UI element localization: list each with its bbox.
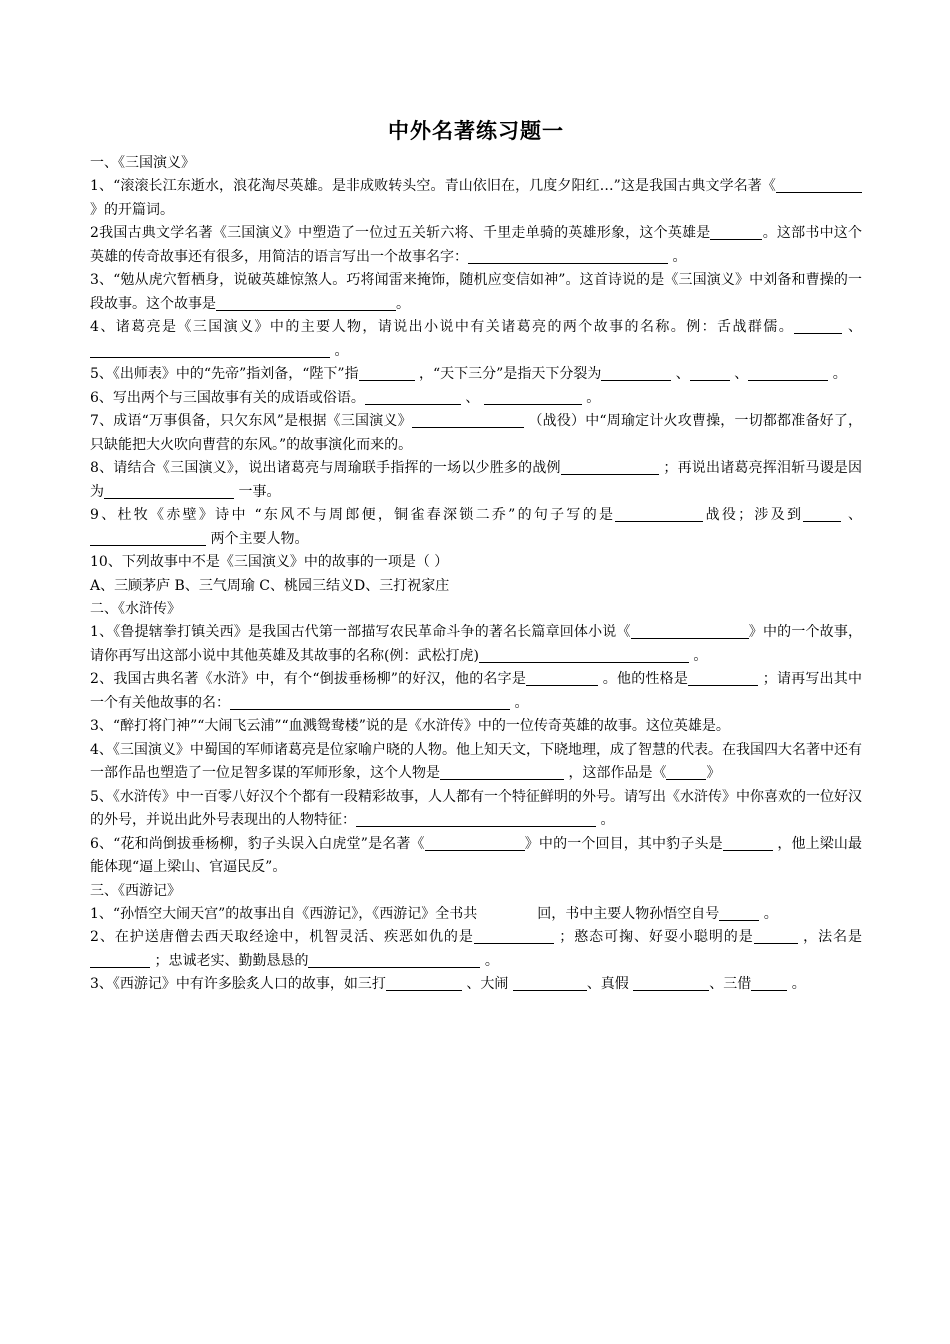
answer-blank[interactable] — [561, 458, 659, 475]
question-s3-1: 1、“孙悟空大闹天宫”的故事出自《西游记》，《西游记》全书共 回，书中主要人物孙悟空自号 。 — [90, 905, 778, 922]
answer-blank[interactable] — [688, 669, 758, 686]
answer-blank[interactable] — [425, 834, 525, 851]
answer-blank[interactable] — [474, 927, 554, 944]
question-s2-6: 6、“花和尚倒拔垂杨柳，豹子头误入白虎堂”是名著《 》中的一个回目，其中豹子头是 ，他上梁山最能体现“逼上梁山、官逼民反”。 — [90, 835, 862, 875]
question-s2-5: 5、《水浒传》中一百零八好汉个个都有一段精彩故事，人人都有一个特征鲜明的外号。请写出《水浒传》中你喜欢的一位好汉的外号，并说出此外号表现出的人物特征： 。 — [90, 788, 862, 828]
answer-blank[interactable] — [479, 646, 689, 663]
answer-blank[interactable] — [794, 317, 842, 334]
answer-blank[interactable] — [308, 951, 480, 968]
answer-blank[interactable] — [216, 294, 396, 311]
answer-blank[interactable] — [356, 810, 596, 827]
answer-blank[interactable] — [633, 974, 709, 991]
answer-blank[interactable] — [601, 364, 671, 381]
question-s1-1: 1、“滚滚长江东逝水，浪花淘尽英雄。是非成败转头空。青山依旧在，几度夕阳红…”这是我国古典文学名著《》的开篇词。 — [90, 175, 862, 222]
question-s2-2: 2、我国古典名著《水浒》中，有个“倒拔垂杨柳”的好汉，他的名字是 。他的性格是 ；请再写出其中一个有关他故事的名： 。 — [90, 671, 863, 711]
section-heading-xiyou: 三、《西游记》 — [90, 882, 181, 899]
question-s1-10-options: A、三顾茅庐 B、三气周瑜 C、桃园三结义D、三打祝家庄 — [90, 577, 450, 594]
question-s1-2: 2我国古典文学名著《三国演义》中塑造了一位过五关斩六将、千里走单骑的英雄形象，这个英雄是 。这部书中这个英雄的传奇故事还有很多，用简洁的语言写出一个故事名字： 。 — [90, 225, 863, 265]
question-s1-8: 8、请结合《三国演义》，说出诸葛亮与周瑜联手指挥的一场以少胜多的战例 ；再说出诸葛亮挥泪斩马谡是因为 一事。 — [90, 460, 863, 500]
answer-blank[interactable] — [359, 364, 415, 381]
answer-blank[interactable] — [468, 247, 668, 264]
question-s1-5: 5、《出师表》中的“先帝”指刘备，“陛下”指 ，“天下三分”是指天下分裂为 、 、 。 — [90, 366, 847, 382]
question-s1-10: 10、下列故事中不是《三国演义》中的故事的一项是（ ） — [90, 554, 449, 570]
question-s3-3: 3、《西游记》中有许多脍炙人口的故事，如三打 、大闹 、真假 、三借 。 — [90, 976, 806, 992]
question-s1-6: 6、写出两个与三国故事有关的成语或俗语。 、 。 — [90, 389, 601, 406]
answer-blank[interactable] — [666, 763, 706, 780]
answer-blank[interactable] — [90, 951, 150, 968]
answer-blank[interactable] — [365, 388, 461, 405]
question-s3-2: 2、在护送唐僧去西天取经途中，机智灵活、疾恶如仇的是 ；憨态可掬、好耍小聪明的是 ，法名是 ；忠诚老实、勤勤恳恳的 。 — [90, 929, 863, 969]
answer-blank[interactable] — [710, 223, 762, 240]
answer-blank[interactable] — [230, 693, 510, 710]
answer-blank[interactable] — [690, 364, 730, 381]
answer-blank[interactable] — [754, 927, 798, 944]
answer-blank[interactable] — [412, 411, 524, 428]
section-heading-shuihu: 二、《水浒传》 — [90, 601, 181, 617]
answer-blank[interactable] — [631, 622, 749, 639]
answer-blank[interactable] — [526, 669, 598, 686]
answer-blank[interactable] — [513, 974, 587, 991]
question-s1-4: 4、诸葛亮是《三国演义》中的主要人物，请说出小说中有关诸葛亮的两个故事的名称。例：舌战群儒。 、 。 — [90, 319, 863, 359]
question-s1-3: 3、“勉从虎穴暂栖身，说破英雄惊煞人。巧将闻雷来掩饰，随机应变信如神”。这首诗说的是《三国演义》中刘备和曹操的一段故事。这个故事是 。 — [90, 272, 862, 312]
answer-blank[interactable] — [751, 974, 787, 991]
question-s2-3: 3、“醉打将门神”“大闹飞云浦”“血溅鸳鸯楼”说的是《水浒传》中的一位传奇英雄的故事。这位英雄是。 — [90, 718, 730, 734]
question-s1-9: 9、杜牧《赤壁》诗中 “东风不与周郎便，铜雀春深锁二乔”的句子写的是 战役；涉及到 、 两个主要人物。 — [90, 507, 863, 547]
worksheet — [90, 118, 862, 997]
question-s2-1: 1、《鲁提辖拳打镇关西》是我国古代第一部描写农民革命斗争的著名长篇章回体小说《 》中的一个故事，请你再写出这部小说中其他英雄及其故事的名称(例：武松打虎) 。 — [90, 624, 863, 664]
answer-blank[interactable] — [90, 529, 206, 546]
answer-blank[interactable] — [90, 341, 330, 358]
section-heading-sanguo: 一、《三国演义》 — [90, 155, 195, 171]
answer-blank[interactable] — [776, 176, 862, 193]
answer-blank[interactable] — [723, 834, 773, 851]
answer-blank[interactable] — [803, 505, 841, 522]
answer-blank[interactable] — [748, 364, 828, 381]
page-title: 中外名著练习题一 — [388, 118, 564, 143]
answer-blank[interactable] — [440, 763, 564, 780]
answer-blank[interactable] — [386, 974, 462, 991]
answer-blank[interactable] — [484, 388, 582, 405]
answer-blank[interactable] — [104, 482, 234, 499]
answer-blank[interactable] — [719, 904, 759, 921]
question-s2-4: 4、《三国演义》中蜀国的军师诸葛亮是位家喻户晓的人物。他上知天文，下晓地理，成了智慧的代表。在我国四大名著中还有一部作品也塑造了一位足智多谋的军师形象，这个人物是 ，这部作品是《 》 — [90, 741, 862, 781]
answer-blank[interactable] — [615, 505, 703, 522]
question-s1-7: 7、成语“万事俱备，只欠东风”是根据《三国演义》 （战役）中“周瑜定计火攻曹操，一切都都准备好了，只缺能把大火吹向曹营的东风。”的故事演化而来的。 — [90, 413, 863, 453]
